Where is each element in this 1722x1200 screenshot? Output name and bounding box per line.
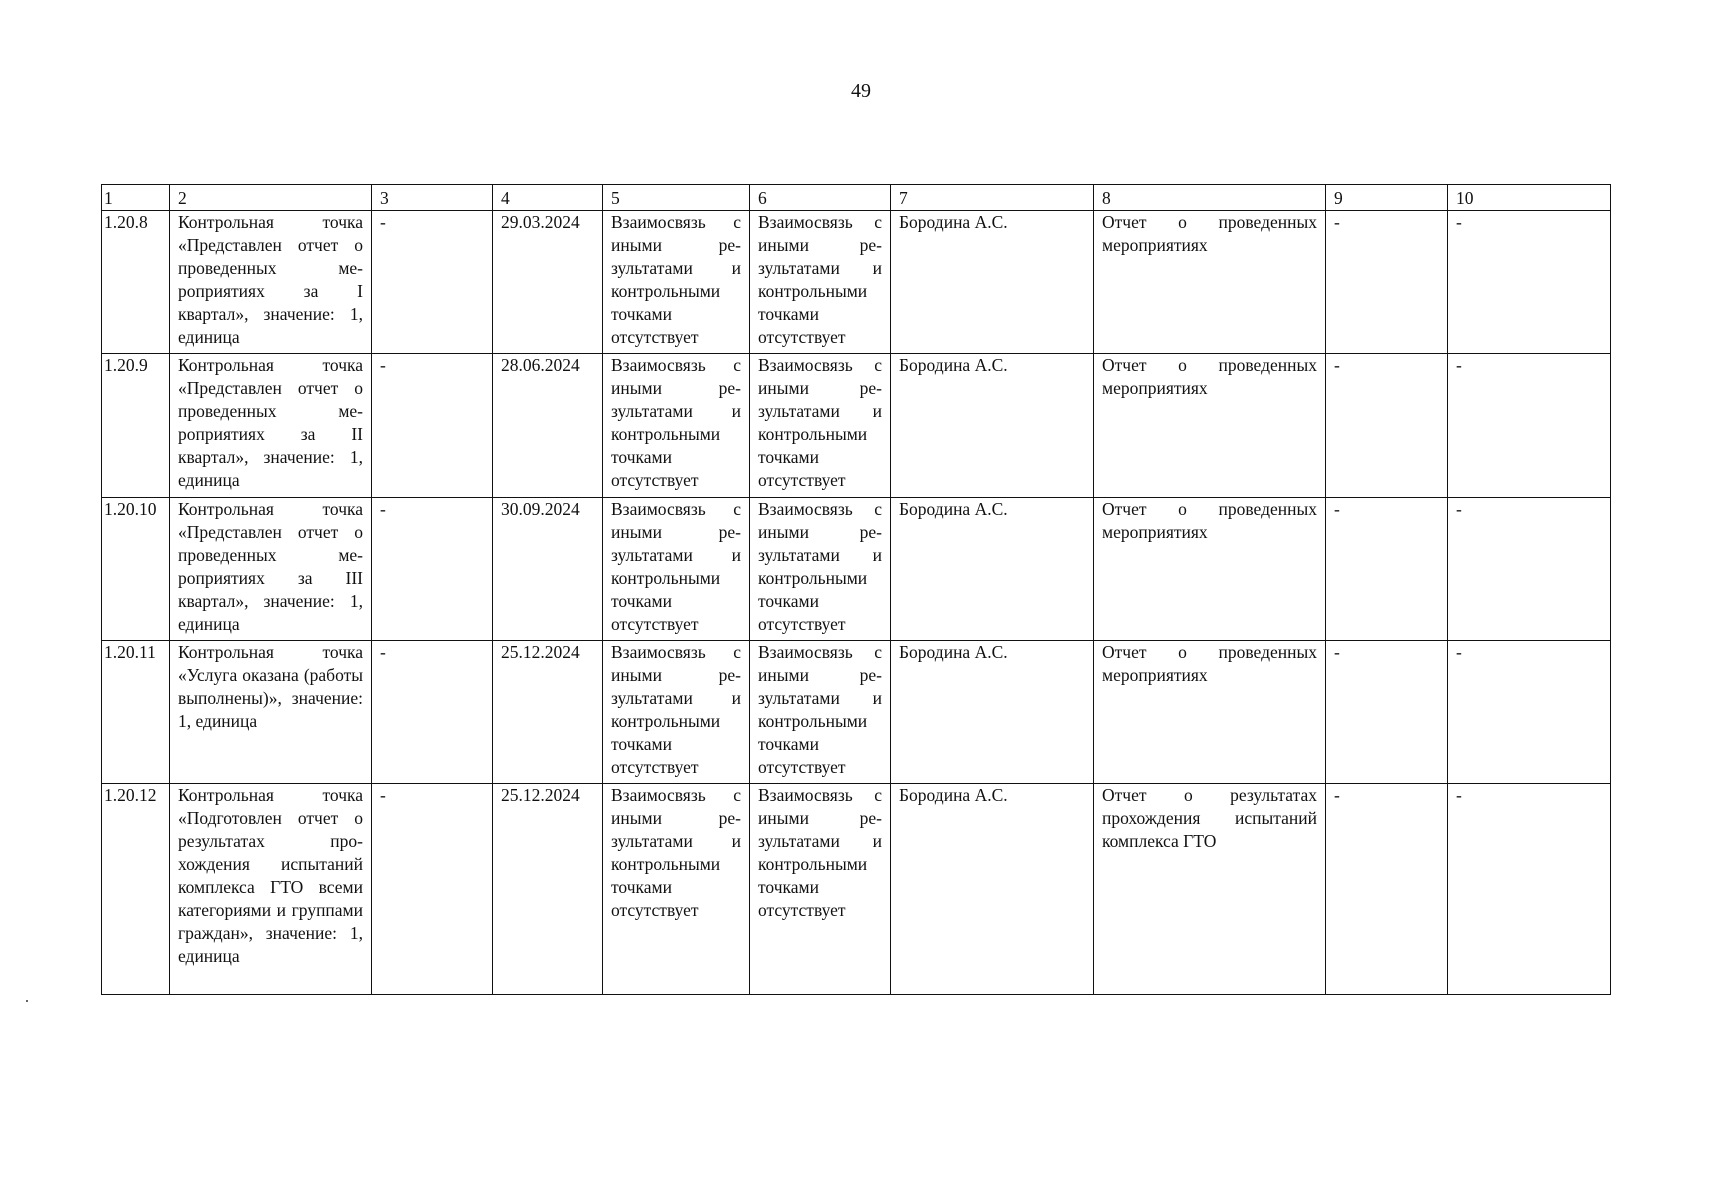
cell-col3: - [372, 498, 493, 641]
table-header-row [102, 185, 1611, 211]
row-number: 1.20.12 [102, 784, 170, 995]
control-points-table [101, 184, 1611, 995]
cell-col3: - [372, 641, 493, 784]
cell-col10: - [1448, 354, 1611, 498]
deadline-date: 30.09.2024 [493, 498, 603, 641]
result-document: Отчет о проведенных мероприятиях [1094, 211, 1326, 354]
control-point-description: Контрольная точка «Услуга оказана (работы выполнены)», значение: 1, единица [170, 641, 372, 784]
deadline-date: 25.12.2024 [493, 641, 603, 784]
deadline-date: 28.06.2024 [493, 354, 603, 498]
page-number: 49 [851, 80, 871, 102]
result-document: Отчет о проведенных мероприятиях [1094, 498, 1326, 641]
relation-predecessors: Взаимосвязь с иными результатами и контрольными точками отсутствует [603, 211, 750, 354]
header-cell: 4 [493, 185, 603, 211]
cell-col9: - [1326, 211, 1448, 354]
cell-col10: - [1448, 784, 1611, 995]
control-point-description: Контрольная точка «Подготовлен отчет о результатах прохождения испытаний комплекса ГТО всеми категориями и группами граждан», значение: 1, единица [170, 784, 372, 995]
control-point-description: Контрольная точка «Представлен отчет о проведенных мероприятиях за II квартал», значение: 1, единица [170, 354, 372, 498]
relation-predecessors: Взаимосвязь с иными результатами и контрольными точками отсутствует [603, 641, 750, 784]
cell-col10: - [1448, 641, 1611, 784]
row-number: 1.20.9 [102, 354, 170, 498]
header-cell: 1 [102, 185, 170, 211]
responsible-person: Бородина А.С. [891, 211, 1094, 354]
cell-col9: - [1326, 641, 1448, 784]
result-document: Отчет о проведенных мероприятиях [1094, 354, 1326, 498]
responsible-person: Бородина А.С. [891, 784, 1094, 995]
table-row [102, 354, 1611, 498]
result-document: Отчет о проведенных мероприятиях [1094, 641, 1326, 784]
result-document: Отчет о результатах прохождения испытаний комплекса ГТО [1094, 784, 1326, 995]
table-row [102, 784, 1611, 995]
control-point-description: Контрольная точка «Представлен отчет о проведенных мероприятиях за III квартал», значение: 1, единица [170, 498, 372, 641]
relation-successors: Взаимосвязь с иными результатами и контрольными точками отсутствует [750, 498, 891, 641]
responsible-person: Бородина А.С. [891, 354, 1094, 498]
scan-speck [26, 1000, 28, 1002]
header-cell: 5 [603, 185, 750, 211]
relation-predecessors: Взаимосвязь с иными результатами и контрольными точками отсутствует [603, 354, 750, 498]
deadline-date: 25.12.2024 [493, 784, 603, 995]
row-number: 1.20.10 [102, 498, 170, 641]
header-cell: 10 [1448, 185, 1611, 211]
responsible-person: Бородина А.С. [891, 498, 1094, 641]
header-cell: 2 [170, 185, 372, 211]
header-cell: 6 [750, 185, 891, 211]
relation-successors: Взаимосвязь с иными результатами и контрольными точками отсутствует [750, 784, 891, 995]
table-row [102, 641, 1611, 784]
cell-col9: - [1326, 354, 1448, 498]
responsible-person: Бородина А.С. [891, 641, 1094, 784]
cell-col3: - [372, 211, 493, 354]
cell-col10: - [1448, 211, 1611, 354]
cell-col9: - [1326, 784, 1448, 995]
deadline-date: 29.03.2024 [493, 211, 603, 354]
header-cell: 8 [1094, 185, 1326, 211]
relation-predecessors: Взаимосвязь с иными результатами и контрольными точками отсутствует [603, 498, 750, 641]
cell-col10: - [1448, 498, 1611, 641]
header-cell: 9 [1326, 185, 1448, 211]
cell-col3: - [372, 354, 493, 498]
cell-col3: - [372, 784, 493, 995]
control-point-description: Контрольная точка «Представлен отчет о проведенных мероприятиях за I квартал», значение: 1, единица [170, 211, 372, 354]
cell-col9: - [1326, 498, 1448, 641]
row-number: 1.20.8 [102, 211, 170, 354]
table-row [102, 211, 1611, 354]
header-cell: 7 [891, 185, 1094, 211]
relation-predecessors: Взаимосвязь с иными результатами и контрольными точками отсутствует [603, 784, 750, 995]
relation-successors: Взаимосвязь с иными результатами и контрольными точками отсутствует [750, 211, 891, 354]
relation-successors: Взаимосвязь с иными результатами и контрольными точками отсутствует [750, 354, 891, 498]
header-cell: 3 [372, 185, 493, 211]
relation-successors: Взаимосвязь с иными результатами и контрольными точками отсутствует [750, 641, 891, 784]
row-number: 1.20.11 [102, 641, 170, 784]
table-row [102, 498, 1611, 641]
